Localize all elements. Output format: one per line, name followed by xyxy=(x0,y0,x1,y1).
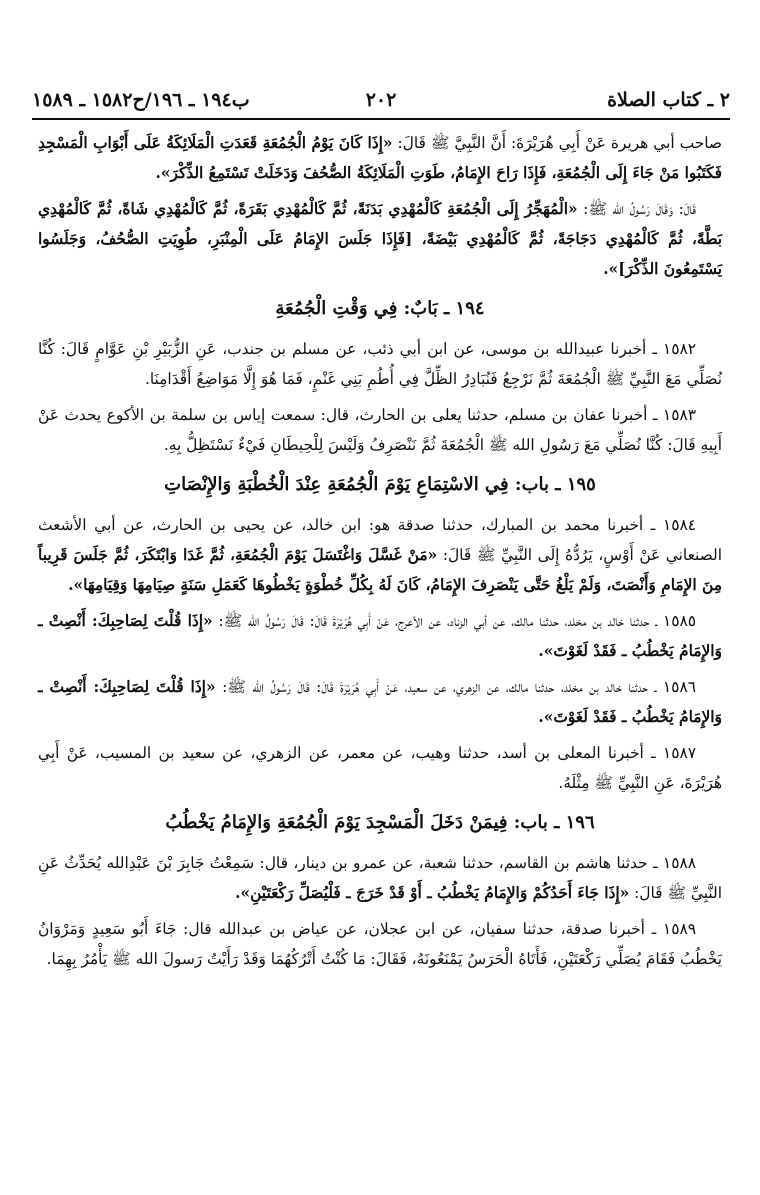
hadith-1584 xyxy=(38,510,722,600)
isnad-text: صاحب أبي هريرة عَنْ أَبِي هُرَيْرَةَ: أَنَّ النَّبِيَّ ﷺ قَالَ: xyxy=(392,134,722,152)
isnad-text: ١٥٨٦ ـ حدثنا خالد بن مخلد، حدثنا مالك، عن الزهري، عن سعيد، عَنْ أَبِي هُرَيْرَةَ قَالَ: قَالَ رَسُولُ الله ﷺ: xyxy=(215,678,696,696)
hadith-1588 xyxy=(38,848,722,908)
hadith-1589 xyxy=(38,914,722,974)
hadith-text: «إِذَا جَاءَ أَحَدُكُمْ وَالإِمَامُ يَخْطُبُ ـ أَوْ قَدْ خَرَجَ ـ فَلْيُصَلِّ رَكْعَتَيْنِ». xyxy=(235,884,630,902)
section-heading-196: ١٩٦ ـ باب: فِيمَنْ دَخَلَ الْمَسْجِدَ يَوْمَ الْجُمُعَةِ وَالإِمَامُ يَخْطُبُ xyxy=(165,812,595,833)
chapter-title: ٢ ـ كتاب الصلاة xyxy=(607,89,730,111)
section-heading-195: ١٩٥ ـ باب: فِي الاسْتِمَاعِ يَوْمَ الْجُمُعَةِ عِنْدَ الْخُطْبَةِ وَالإِنْصَاتِ xyxy=(164,474,596,495)
hadith-body: ١٥٨٩ ـ أخبرنا صدقة، حدثنا سفيان، عن ابن عجلان، عن عياض بن عبدالله قال: جَاءَ أَبُو سَعِيدٍ وَمَرْوَانُ يَخْطُبُ فَقَامَ يُصَلِّي رَكْعَتَيْنِ، فَأَتَاهُ الْحَرَسُ يَمْنَعُونَهُ، فَقَالَ: مَا كُنْتُ أَتْرُكُهُمَا وَقَدْ رَأَيْتُ رَسولَ الله ﷺ يَأْمُرُ بِهِمَا. xyxy=(38,920,722,968)
hadith-body: ١٥٨٣ ـ أخبرنا عفان بن مسلم، حدثنا يعلى بن الحارث، قال: سمعت إياس بن سلمة بن الأكوع يحدث عَنْ أَبِيهِ قَالَ: كُنَّا نُصَلِّي مَعَ رَسُولِ الله ﷺ الْجُمُعَةَ ثُمَّ نَنْصَرِفُ وَلَيْسَ لِلْحِيطَانِ فَيْءٌ نَسْتَظِلُّ بِهِ. xyxy=(38,406,722,454)
page-number: ٢٠٢ xyxy=(365,89,397,111)
hadith-1587 xyxy=(38,738,722,798)
header-divider xyxy=(32,118,730,120)
hadith-text: «إِذَا كَانَ يَوْمُ الْجُمُعَةِ قَعَدَتِ الْمَلَائِكَةُ عَلَى أَبْوَابِ الْمَسْجِدِ فَكَتَبُوا مَنْ جَاءَ إِلَى الْجُمُعَةِ، فَإِذَا رَاحَ الإِمَامُ، طَوَتِ الْمَلَائِكَةُ الصُّحُفَ وَدَخَلَتْ تَسْتَمِعُ الذِّكْرَ». xyxy=(38,134,722,182)
hadith-1583 xyxy=(38,400,722,460)
hadith-body: ١٥٨٧ ـ أخبرنا المعلى بن أسد، حدثنا وهيب، عن معمر، عن الزهري، عن سعيد بن المسيب، عَنْ أَبِي هُرَيْرَةَ، عَنِ النَّبِيِّ ﷺ مِثْلَهُ. xyxy=(38,744,722,792)
hadith-text: «إِذَا قُلْتَ لِصَاحِبِكَ: أَنْصِتْ ـ وَالإِمَامُ يَخْطُبُ ـ فَقَدْ لَغَوْتَ». xyxy=(38,612,722,660)
hadith-1585 xyxy=(38,606,722,666)
paragraph-intro-2 xyxy=(38,194,722,284)
hadith-text: «إِذَا قُلْتَ لِصَاحِبِكَ: أَنْصِتْ ـ وَالإِمَامُ يَخْطُبُ ـ فَقَدْ لَغَوْتَ». xyxy=(38,678,722,726)
page-content xyxy=(38,128,722,1175)
running-header xyxy=(32,84,730,116)
section-heading-194: ١٩٤ ـ بَابٌ: فِي وَقْتِ الْجُمُعَةِ xyxy=(275,298,485,319)
hadith-text: «الْمُهَجِّرُ إِلَى الْجُمُعَةِ كَالْمُهْدِي بَدَنَةً، ثُمَّ كَالْمُهْدِي بَقَرَةً، ثُمَّ كَالْمُهْدِي شَاةً، ثُمَّ كَالْمُهْدِي بَطَّةً، ثُمَّ كَالْمُهْدِي دَجَاجَةً، ثُمَّ كَالْمُهْدِي بَيْضَةً، [فَإِذَا جَلَسَ الإِمَامُ عَلَى الْمِنْبَرِ، طُوِيَتِ الصُّحُفُ، وَجَلَسُوا يَسْتَمِعُونَ الذِّكْرَ]». xyxy=(38,200,722,278)
hadith-1582 xyxy=(38,334,722,394)
isnad-text: ١٥٨٨ ـ حدثنا هاشم بن القاسم، حدثنا شعبة، عن عمرو بن دينار، قال: سَمِعْتُ جَابِرَ بْنَ عَبْدِالله يُحَدِّثُ عَنِ النَّبِيِّ ﷺ قَالَ: xyxy=(38,854,722,902)
hadith-range: ب١٩٤ ـ ١٩٦/ح١٥٨٢ ـ ١٥٨٩ xyxy=(32,89,250,111)
paragraph-intro-1 xyxy=(38,128,722,188)
isnad-text: قَالَ: وَقَالَ رَسُولُ الله ﷺ: xyxy=(577,200,697,218)
isnad-text: ١٥٨٤ ـ أخبرنا محمد بن المبارك، حدثنا صدقة هو: ابن خالد، عن يحيى بن الحارث، عن أبي الأشعث الصنعاني عَنْ أَوْسٍ، يَرُدُّهُ إِلَى النَّبِيِّ ﷺ قَالَ: xyxy=(38,516,722,564)
hadith-1586 xyxy=(38,672,722,732)
hadith-text: «مَنْ غَسَّلَ وَاغْتَسَلَ يَوْمَ الْجُمُعَةِ، ثُمَّ غَدَا وَابْتَكَرَ، ثُمَّ جَلَسَ قَرِيباً مِنَ الإِمَامِ وَأَنْصَتَ، وَلَمْ يَلْغُ حَتَّى يَنْصَرِفَ الإِمَامُ، كَانَ لَهُ بِكُلِّ خُطْوَةٍ يَخْطُوهَا كَعَمَلِ سَنَةٍ صِيَامِهَا وَقِيَامِهَا». xyxy=(38,546,722,594)
isnad-text: ١٥٨٥ ـ حدثنا خالد بن مخلد، حدثنا مالك، عن أبي الزناد، عن الأعرج، عَنْ أَبِي هُرَيْرَةَ قَالَ: قَالَ رَسُولُ الله ﷺ: xyxy=(212,612,696,630)
hadith-body: ١٥٨٢ ـ أخبرنا عبيدالله بن موسى، عن ابن أبي ذئب، عن مسلم بن جندب، عَنِ الزُّبَيْرِ بْنِ عَوَّامٍ قَالَ: كُنَّا نُصَلِّي مَعَ النَّبِيِّ ﷺ الْجُمُعَةَ ثُمَّ نَرْجِعُ فَنُبَادِرُ الظِّلَّ فِي أُطُمِ بَنِي غَنْمٍ، فَمَا هُوَ إِلَّا مَوَاضِعُ أَقْدَامِنَا. xyxy=(38,340,722,388)
